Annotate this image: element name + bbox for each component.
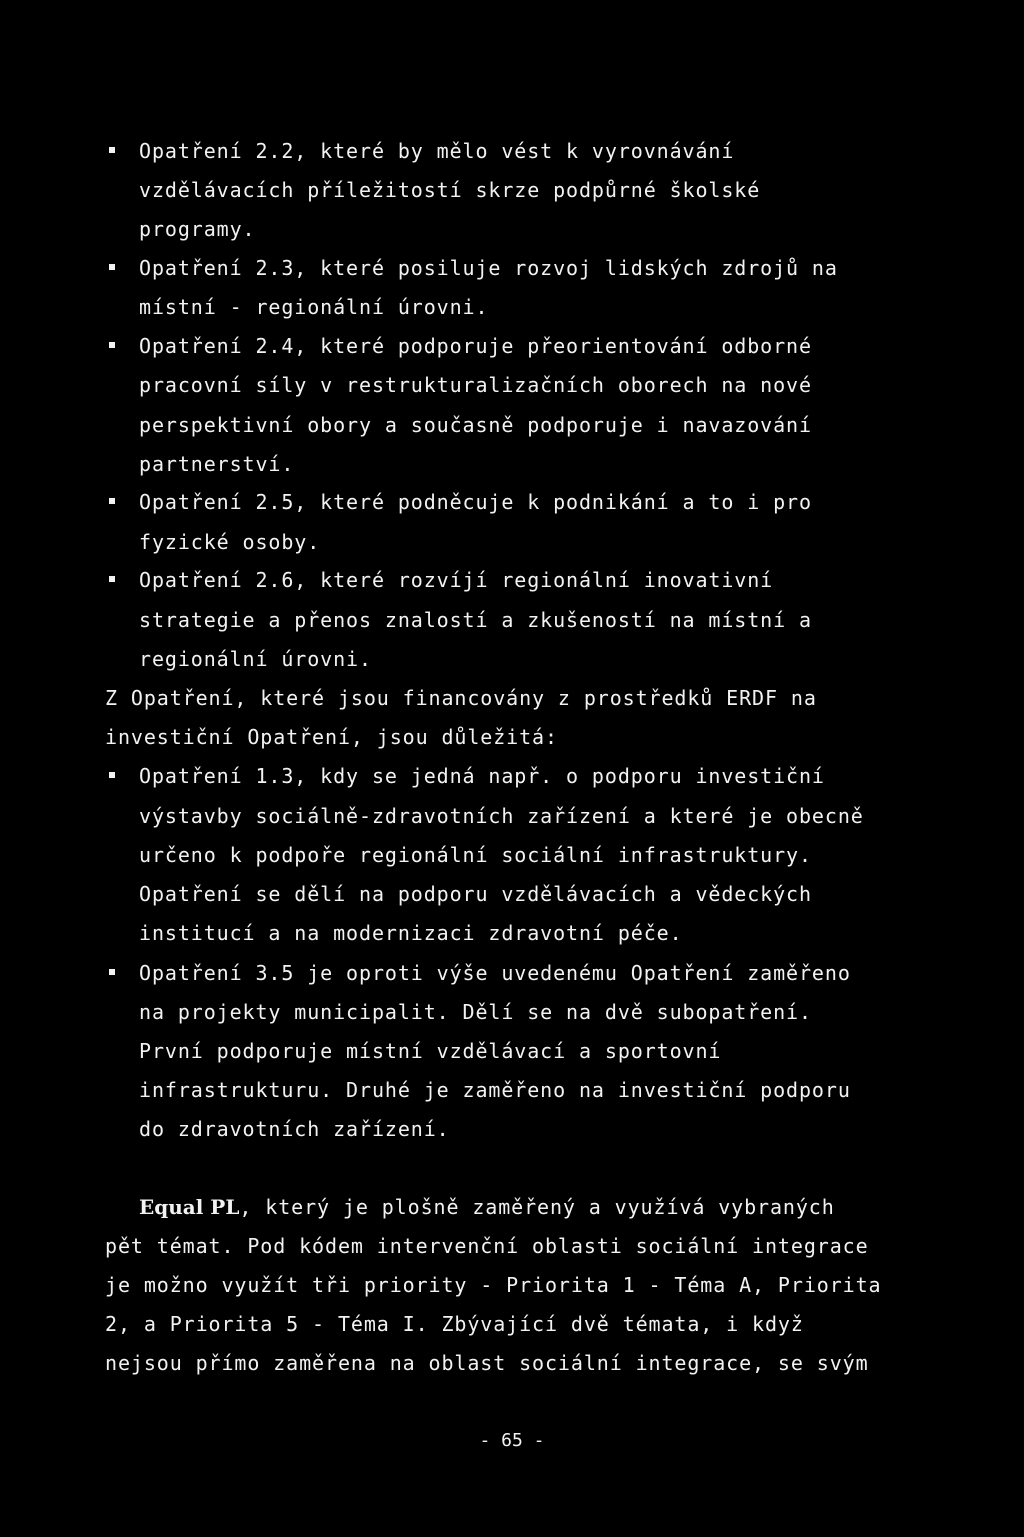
bullet-marker — [109, 147, 115, 153]
text-line: Opatření 3.5 je oproti výše uvedenému Opatření zaměřeno — [139, 961, 851, 985]
paragraph-line — [139, 1195, 835, 1219]
text-line: programy. — [139, 217, 256, 241]
text-line: místní - regionální úrovni. — [139, 295, 489, 319]
text-line: Opatření 2.4, které podporuje přeorientování odborné — [139, 334, 812, 358]
text-line: institucí a na modernizaci zdravotní péče. — [139, 921, 683, 945]
text-line: výstavby sociálně-zdravotních zařízení a které je obecně — [139, 804, 864, 828]
text-line: pracovní síly v restrukturalizačních oborech na nové — [139, 373, 812, 397]
text-line: perspektivní obory a současně podporuje i navazování — [139, 413, 812, 437]
page-number: - 65 - — [479, 1430, 545, 1451]
text-line: na projekty municipalit. Dělí se na dvě subopatření. — [139, 1000, 812, 1024]
paragraph-line: 2, a Priorita 5 - Téma I. Zbývající dvě témata, i když — [105, 1312, 804, 1336]
text-line: Opatření 2.2, které by mělo vést k vyrovnávání — [139, 139, 735, 163]
text-line: strategie a přenos znalostí a zkušeností na místní a — [139, 608, 812, 632]
text-line: První podporuje místní vzdělávací a sportovní — [139, 1039, 722, 1063]
program-name: Equal PL — [139, 1195, 240, 1219]
bullet-marker — [109, 969, 115, 975]
text-line: fyzické osoby. — [139, 530, 321, 554]
bullet-marker — [109, 576, 115, 582]
text-line: infrastrukturu. Druhé je zaměřeno na investiční podporu — [139, 1078, 851, 1102]
bullet-marker — [109, 772, 115, 778]
text-line: partnerství. — [139, 452, 295, 476]
sentence-text: , který je plošně zaměřený a využívá vybraných — [239, 1195, 835, 1219]
paragraph-line: Z Opatření, které jsou financovány z prostředků ERDF na — [105, 686, 817, 710]
bullet-marker — [109, 342, 115, 348]
paragraph-line: pět témat. Pod kódem intervenční oblasti sociální integrace — [105, 1234, 869, 1258]
bullet-marker — [109, 498, 115, 504]
text-line: do zdravotních zařízení. — [139, 1117, 450, 1141]
text-line: Opatření 2.3, které posiluje rozvoj lidských zdrojů na — [139, 256, 838, 280]
text-line: Opatření se dělí na podporu vzdělávacích a vědeckých — [139, 882, 812, 906]
paragraph-line: nejsou přímo zaměřena na oblast sociální integrace, se svým — [105, 1351, 869, 1375]
paragraph-line: investiční Opatření, jsou důležitá: — [105, 725, 558, 749]
text-line: Opatření 2.5, které podněcuje k podnikání a to i pro — [139, 490, 812, 514]
text-line: Opatření 1.3, kdy se jedná např. o podporu investiční — [139, 764, 825, 788]
text-line: regionální úrovni. — [139, 647, 372, 671]
text-line: Opatření 2.6, které rozvíjí regionální inovativní — [139, 568, 774, 592]
paragraph-line: je možno využít tři priority - Priorita 1 - Téma A, Priorita — [105, 1273, 882, 1297]
text-line: vzdělávacích příležitostí skrze podpůrné školské — [139, 178, 761, 202]
text-line: určeno k podpoře regionální sociální infrastruktury. — [139, 843, 812, 867]
bullet-marker — [109, 264, 115, 270]
